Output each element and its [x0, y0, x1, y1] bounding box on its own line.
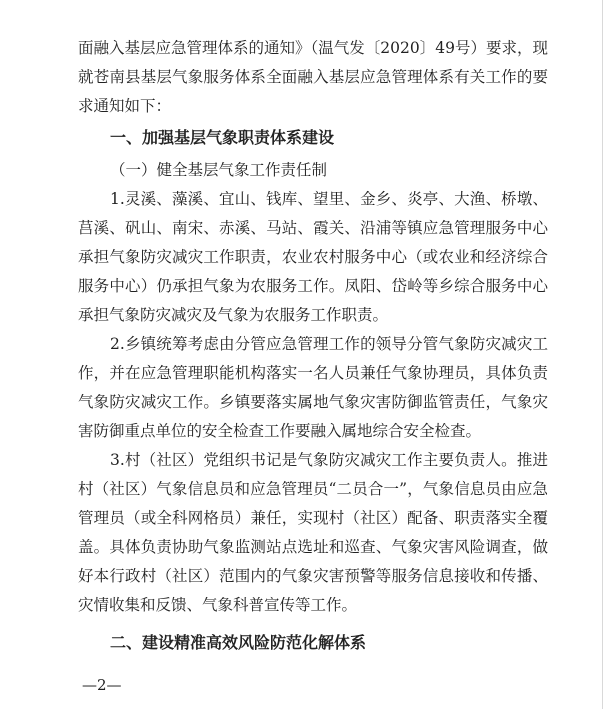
section-heading-1: 一、加强基层气象职责体系建设 [110, 128, 335, 147]
document-body [78, 34, 548, 660]
paragraph-item-1: 1.灵溪、藻溪、宜山、钱库、望里、金乡、炎亭、大渔、桥墩、莒溪、矾山、南宋、赤溪、马站、霞关、沿浦等镇应急管理服务中心承担气象防灾减灾工作职责，农业农村服务中心（或农业和经济综合服务中心）仍承担气象为农服务工作。凤阳、岱岭等乡综合服务中心承担气象防灾减灾及气象为农服务工作职责。 [78, 190, 548, 324]
section-heading-2: 二、建设精准高效风险防范化解体系 [110, 633, 367, 652]
paragraph-item-3: 3.村（社区）党组织书记是气象防灾减灾工作主要负责人。推进村（社区）气象信息员和应急管理员“二员合一”，气象信息员由应急管理员（或全科网格员）兼任，实现村（社区）配备、职责落实全覆盖。具体负责协助气象监测站点选址和巡查、气象灾害风险调查，做好本行政村（社区）范围内的气象灾害预警等服务信息接收和传播、灾情收集和反馈、气象科普宣传等工作。 [78, 451, 548, 614]
intro-paragraph: 面融入基层应急管理体系的通知》（温气发〔2020〕49号）要求，现就苍南县基层气象服务体系全面融入基层应急管理体系有关工作的要求通知如下： [78, 39, 548, 115]
paragraph-item-2: 2.乡镇统筹考虑由分管应急管理工作的领导分管气象防灾减灾工作，并在应急管理职能机构落实一名人员兼任气象协理员，具体负责气象防灾减灾工作。乡镇要落实属地气象灾害防御监管责任，气象灾害防御重点单位的安全检查工作要融入属地综合安全检查。 [78, 335, 548, 440]
page-number: —2— [82, 676, 122, 694]
subsection-heading-1: （一）健全基层气象工作责任制 [110, 161, 328, 179]
